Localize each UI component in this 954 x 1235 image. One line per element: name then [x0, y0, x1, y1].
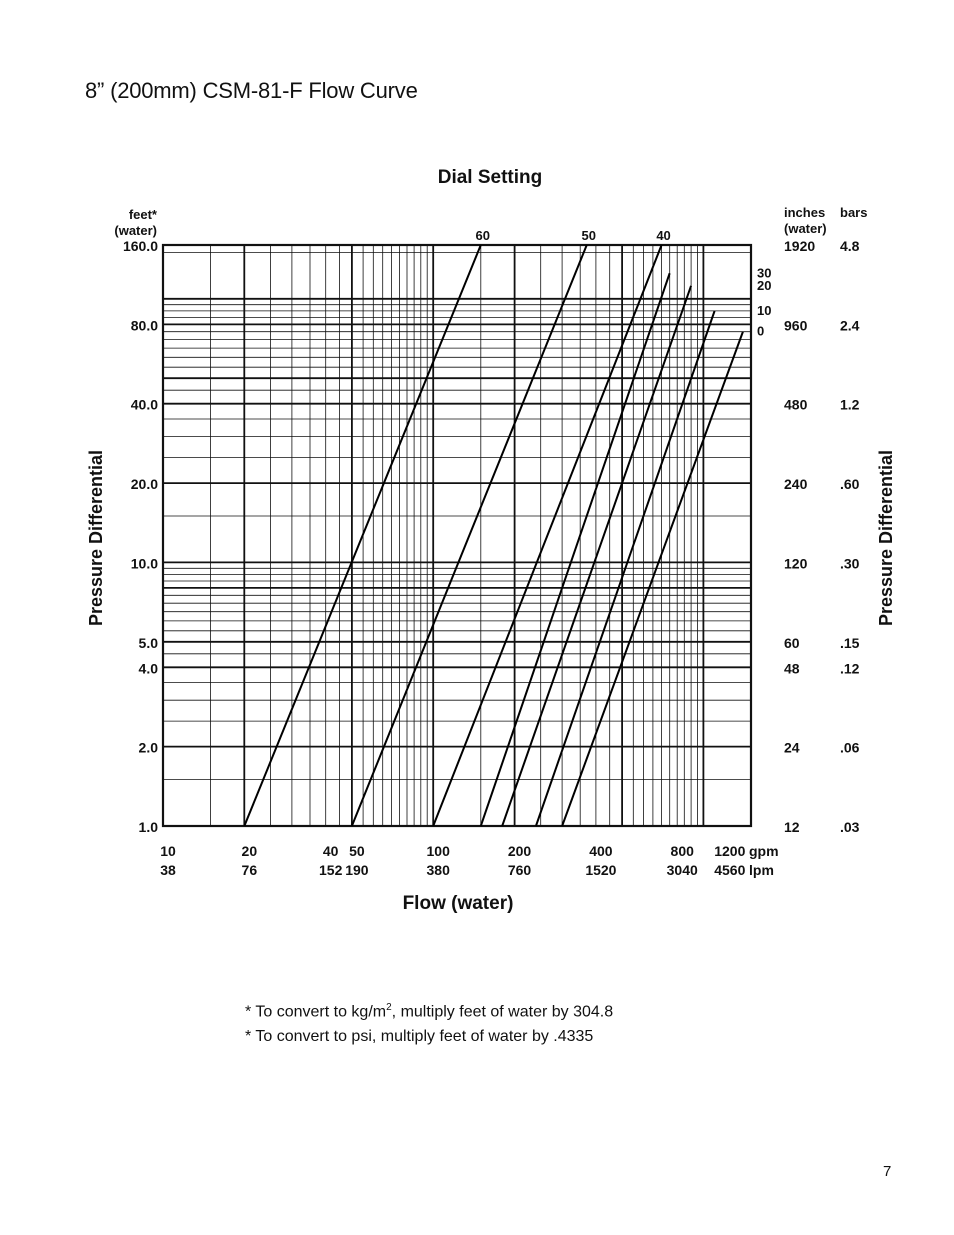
x-tick-lpm: 76 [241, 862, 258, 878]
bars-tick-label: .30 [840, 555, 860, 572]
inches-tick-label: 480 [784, 396, 808, 413]
curve-dial-60 [244, 245, 480, 826]
inches-axis-unit-1: (water) [784, 221, 827, 236]
curve-label-30: 30 [757, 265, 772, 281]
page-number: 7 [883, 1163, 892, 1180]
x-tick-lpm: 152 [319, 862, 343, 878]
grid-minor-vertical [211, 245, 751, 826]
left-tick-label: 2.0 [138, 739, 158, 756]
x-unit-lpm: lpm [749, 862, 774, 878]
bars-axis-unit-0: bars [840, 205, 868, 220]
curve-dial-30 [481, 273, 670, 826]
x-tick-gpm: 400 [589, 843, 613, 859]
page-title: 8” (200mm) CSM-81-F Flow Curve [85, 78, 418, 103]
left-axis-unit-0: feet* [128, 207, 157, 222]
x-tick-lpm: 3040 [666, 862, 698, 878]
grid-minor-horizontal [163, 252, 751, 779]
x-unit-gpm: gpm [749, 843, 779, 859]
curve-dial-50 [352, 245, 587, 826]
bars-tick-label: .06 [840, 739, 860, 756]
grid-major-horizontal [163, 299, 751, 826]
inches-tick-label: 24 [784, 739, 800, 756]
bars-tick-label: 1.2 [840, 396, 860, 413]
curve-label-60: 60 [475, 228, 491, 243]
left-tick-label: 80.0 [130, 317, 158, 334]
left-tick-label: 4.0 [138, 660, 158, 677]
x-tick-lpm: 380 [426, 862, 450, 878]
bars-tick-label: 2.4 [840, 317, 860, 334]
x-tick-gpm: 40 [322, 843, 339, 859]
left-tick-label: 5.0 [138, 634, 158, 651]
x-tick-lpm: 760 [507, 862, 532, 878]
bars-tick-label: 4.8 [840, 238, 860, 254]
inches-tick-label: 960 [784, 317, 808, 334]
x-tick-lpm: 190 [345, 862, 369, 878]
inches-tick-label: 60 [784, 634, 800, 651]
x-tick-gpm: 10 [160, 843, 176, 859]
left-axis-label: Pressure Differential [86, 449, 106, 627]
x-tick-gpm: 800 [670, 843, 694, 859]
curve-label-10: 10 [757, 302, 772, 318]
x-tick-gpm: 100 [426, 843, 450, 859]
curve-label-40: 40 [656, 228, 671, 243]
bars-tick-label: .15 [840, 634, 860, 651]
x-axis-label: Flow (water) [402, 893, 514, 914]
x-tick-gpm: 1200 [714, 843, 746, 859]
x-tick-lpm: 1520 [585, 862, 617, 878]
inches-tick-label: 120 [784, 555, 808, 572]
left-tick-label: 1.0 [138, 819, 158, 835]
curve-label-20: 20 [757, 277, 772, 293]
left-tick-label: 10.0 [130, 555, 158, 572]
x-tick-gpm: 200 [507, 843, 532, 859]
x-tick-gpm: 20 [241, 843, 258, 859]
left-axis-unit-1: (water) [114, 223, 157, 238]
chart-title: Dial Setting [437, 167, 543, 188]
curve-dial-40 [433, 245, 661, 826]
inches-axis-unit-0: inches [784, 205, 826, 220]
conversion-notes [245, 995, 613, 1049]
bars-tick-label: .12 [840, 660, 860, 677]
grid-major-vertical [163, 245, 703, 826]
inches-tick-label: 240 [784, 476, 808, 493]
left-tick-label: 20.0 [130, 476, 158, 493]
right-axis-label: Pressure Differential [876, 449, 896, 627]
note-kg-conversion: * To convert to $kg/m^2$, multiply feet of water by 304.8 [245, 1002, 614, 1021]
x-tick-lpm: 4560 [714, 862, 746, 878]
bars-tick-label: .60 [840, 476, 860, 493]
bars-tick-label: .03 [840, 819, 860, 835]
x-tick-lpm: 38 [160, 862, 176, 878]
curve-label-0: 0 [757, 323, 765, 339]
inches-tick-label: 12 [784, 819, 800, 835]
left-tick-label: 40.0 [130, 396, 158, 413]
inches-tick-label: 1920 [784, 238, 816, 254]
inches-tick-label: 48 [784, 660, 800, 677]
note-psi-conversion: * To convert to psi, multiply feet of water by .4335 [245, 1028, 594, 1046]
x-tick-gpm: 50 [349, 843, 365, 859]
left-tick-label: 160.0 [122, 238, 158, 254]
curve-label-50: 50 [581, 228, 596, 243]
plot-frame [163, 245, 751, 826]
